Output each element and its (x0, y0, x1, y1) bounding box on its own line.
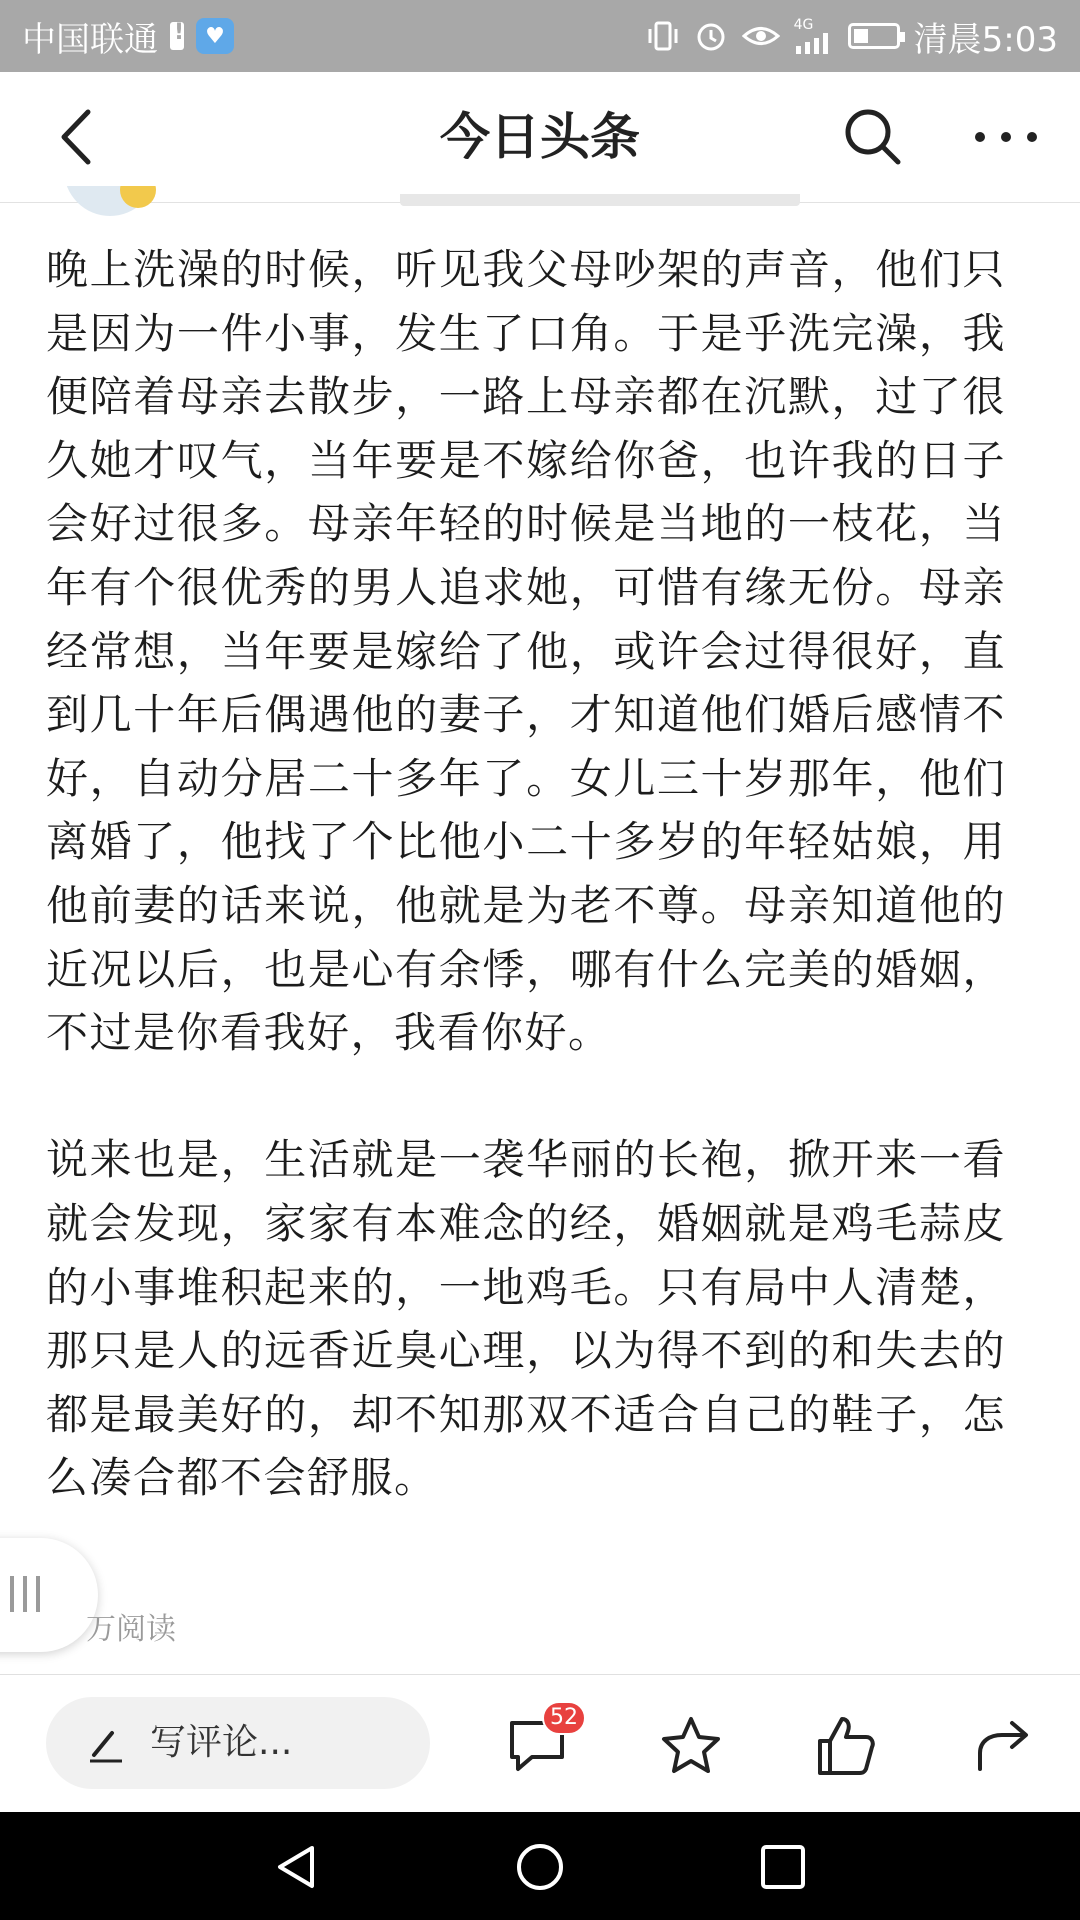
pen-icon (86, 1725, 126, 1765)
read-count: 万阅读 (86, 1612, 176, 1647)
handle-bars-icon (10, 1576, 40, 1612)
system-back-button[interactable] (272, 1842, 322, 1892)
signal-icon (794, 18, 834, 54)
article-body (46, 238, 1006, 1510)
eye-icon (742, 19, 780, 53)
article-paragraph: 说来也是，生活就是一袭华丽的长袍，掀开来一看就会发现，家家有本难念的经，婚姻就是鸡毛蒜皮的小事堆积起来的，一地鸡毛。只有局中人清楚，那只是人的远香近臭心理，以为得不到的和失去的都是最美好的，却不知那双不适合自己的鞋子，怎么凑合都不会舒服。 (46, 1135, 1006, 1503)
top-nav-bar (0, 72, 1080, 203)
star-icon (658, 1713, 724, 1779)
sim-alert-icon (170, 22, 184, 50)
comment-placeholder: 写评论... (150, 1722, 293, 1763)
system-recents-button[interactable] (758, 1842, 808, 1892)
search-button[interactable] (838, 102, 908, 172)
favorite-button[interactable] (658, 1713, 724, 1779)
share-button[interactable] (972, 1713, 1038, 1779)
article-paragraph: 晚上洗澡的时候，听见我父母吵架的声音，他们只是因为一件小事，发生了口角。于是乎洗完澡，我便陪着母亲去散步，一路上母亲都在沉默，过了很久她才叹气，当年要是不嫁给你爸，也许我的日子会好过很多。母亲年轻的时候是当地的一枝花，当年有个很优秀的男人追求她，可惜有缘无份。母亲经常想，当年要是嫁给了他，或许会过得很好，直到几十年后偶遇他的妻子，才知道他们婚后感情不好，自动分居二十多年了。女儿三十岁那年，他们离婚了，他找了个比他小二十多岁的年轻姑娘，用他前妻的话来说，他就是为老不尊。母亲知道他的近况以后，也是心有余悸，哪有什么完美的婚姻，不过是你看我好，我看你好。 (46, 245, 1006, 1058)
carrier-label: 中国联通 (22, 19, 158, 60)
vibrate-icon (646, 19, 680, 53)
like-button[interactable] (814, 1713, 880, 1779)
comment-count-badge: 52 (542, 1701, 586, 1735)
system-nav-bar (0, 1812, 1080, 1920)
thumbs-up-icon (814, 1713, 880, 1779)
app-notification-icon: ♥ (196, 18, 234, 54)
author-meta-partial (400, 194, 800, 206)
network-type-label: 4G (793, 17, 814, 33)
write-comment-input[interactable] (46, 1697, 430, 1789)
status-bar (0, 0, 1080, 72)
square-recents-icon (758, 1842, 808, 1892)
battery-icon (848, 23, 900, 49)
meta-text-cut (400, 194, 800, 206)
more-button[interactable] (966, 102, 1046, 172)
status-bar-right (646, 0, 1058, 72)
author-avatar[interactable] (64, 186, 156, 216)
search-icon (838, 102, 908, 172)
status-bar-left (22, 0, 234, 72)
triangle-back-icon (272, 1842, 322, 1892)
system-home-button[interactable] (515, 1842, 565, 1892)
alarm-icon (694, 19, 728, 53)
share-icon (972, 1713, 1038, 1779)
circle-home-icon (515, 1842, 565, 1892)
page-title: 今日头条 (440, 108, 640, 166)
more-dots-icon (966, 102, 1046, 172)
side-drawer-handle[interactable] (0, 1538, 98, 1652)
clock-label: 清晨5:03 (913, 19, 1058, 60)
bottom-action-bar (0, 1674, 1080, 1813)
